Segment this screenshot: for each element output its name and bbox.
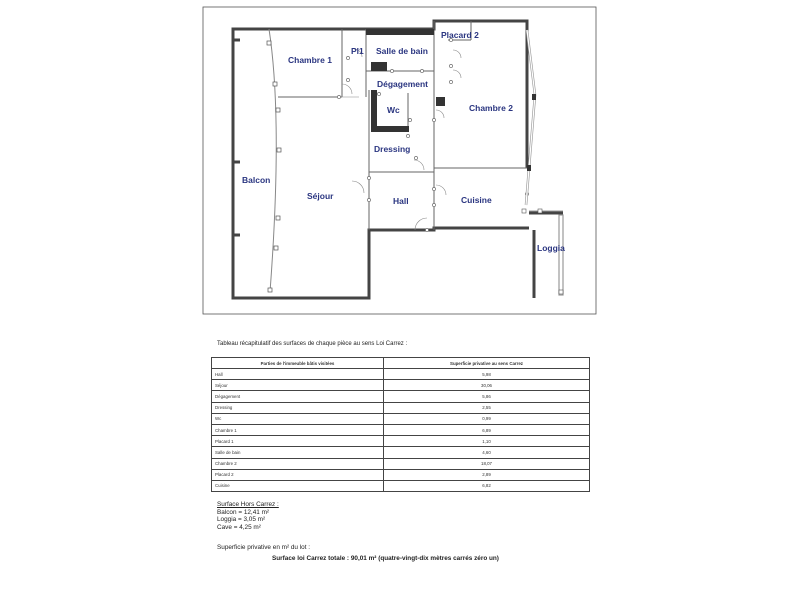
room-label-placard-2: Placard 2 xyxy=(441,30,479,40)
row-value: 2,89 xyxy=(384,469,590,480)
row-value: 1,10 xyxy=(384,436,590,447)
table-row xyxy=(212,402,590,413)
room-label-chambre-1: Chambre 1 xyxy=(288,55,332,65)
row-name: Séjour xyxy=(212,380,384,391)
row-value: 30,06 xyxy=(384,380,590,391)
lot-label: Superficie privative en m² du lot : xyxy=(217,544,311,551)
row-value: 5,98 xyxy=(384,369,590,380)
total-label: Surface loi Carrez totale : 90,01 m² (quatre-vingt-dix mètres carrés zéro un) xyxy=(272,555,499,562)
header-parties: Parties de l'immeuble bâtis visitées xyxy=(212,358,384,369)
room-label-degagement: Dégagement xyxy=(377,79,429,89)
table-row xyxy=(212,469,590,480)
row-name: Chambre 1 xyxy=(212,424,384,435)
hors-carrez-line: Balcon = 12,41 m² xyxy=(217,508,270,516)
surface-table xyxy=(211,357,590,492)
room-label-chambre-2: Chambre 2 xyxy=(469,103,513,113)
row-name: Placard 1 xyxy=(212,436,384,447)
hors-carrez-line: Cave = 4,25 m² xyxy=(217,523,261,531)
table-row xyxy=(212,380,590,391)
room-label-sejour: Séjour xyxy=(307,191,334,201)
exterior-walls xyxy=(233,21,563,298)
room-label-wc: Wc xyxy=(387,105,400,115)
row-value: 18,07 xyxy=(384,458,590,469)
row-name: Salle de bain xyxy=(212,447,384,458)
row-name: Hall xyxy=(212,369,384,380)
hors-carrez-line: Loggia = 3,05 m² xyxy=(217,516,266,524)
table-row xyxy=(212,447,590,458)
row-name: Placard 2 xyxy=(212,469,384,480)
room-label-salle-de-bain: Salle de bain xyxy=(376,46,428,56)
row-value: 6,82 xyxy=(384,480,590,491)
window-line xyxy=(269,29,276,292)
room-label-dressing: Dressing xyxy=(374,144,411,154)
room-label-pl1: Pl1 xyxy=(351,46,364,56)
table-row xyxy=(212,480,590,491)
row-name: Chambre 2 xyxy=(212,458,384,469)
table-row xyxy=(212,369,590,380)
row-value: 0,99 xyxy=(384,413,590,424)
room-label-hall: Hall xyxy=(393,196,409,206)
header-superficie: Superficie privative au sens Carrez xyxy=(384,358,590,369)
table-row xyxy=(212,391,590,402)
room-label-loggia: Loggia xyxy=(537,243,565,253)
table-row xyxy=(212,458,590,469)
row-name: Dressing xyxy=(212,402,384,413)
table-header-row xyxy=(212,358,590,369)
row-value: 4,60 xyxy=(384,447,590,458)
row-value: 6,89 xyxy=(384,424,590,435)
hors-carrez-block xyxy=(217,501,279,531)
row-value: 5,86 xyxy=(384,391,590,402)
loggia-window xyxy=(559,215,563,295)
room-label-balcon: Balcon xyxy=(242,175,271,185)
row-name: Wc xyxy=(212,413,384,424)
row-name: Cuisine xyxy=(212,480,384,491)
room-label-cuisine: Cuisine xyxy=(461,195,492,205)
table-row xyxy=(212,436,590,447)
hors-carrez-title: Surface Hors Carrez : xyxy=(217,501,279,508)
table-caption: Tableau récapitulatif des surfaces de chaque pièce au sens Loi Carrez : xyxy=(217,341,408,347)
table-row xyxy=(212,413,590,424)
row-value: 2,55 xyxy=(384,402,590,413)
row-name: Dégagement xyxy=(212,391,384,402)
table-row xyxy=(212,424,590,435)
